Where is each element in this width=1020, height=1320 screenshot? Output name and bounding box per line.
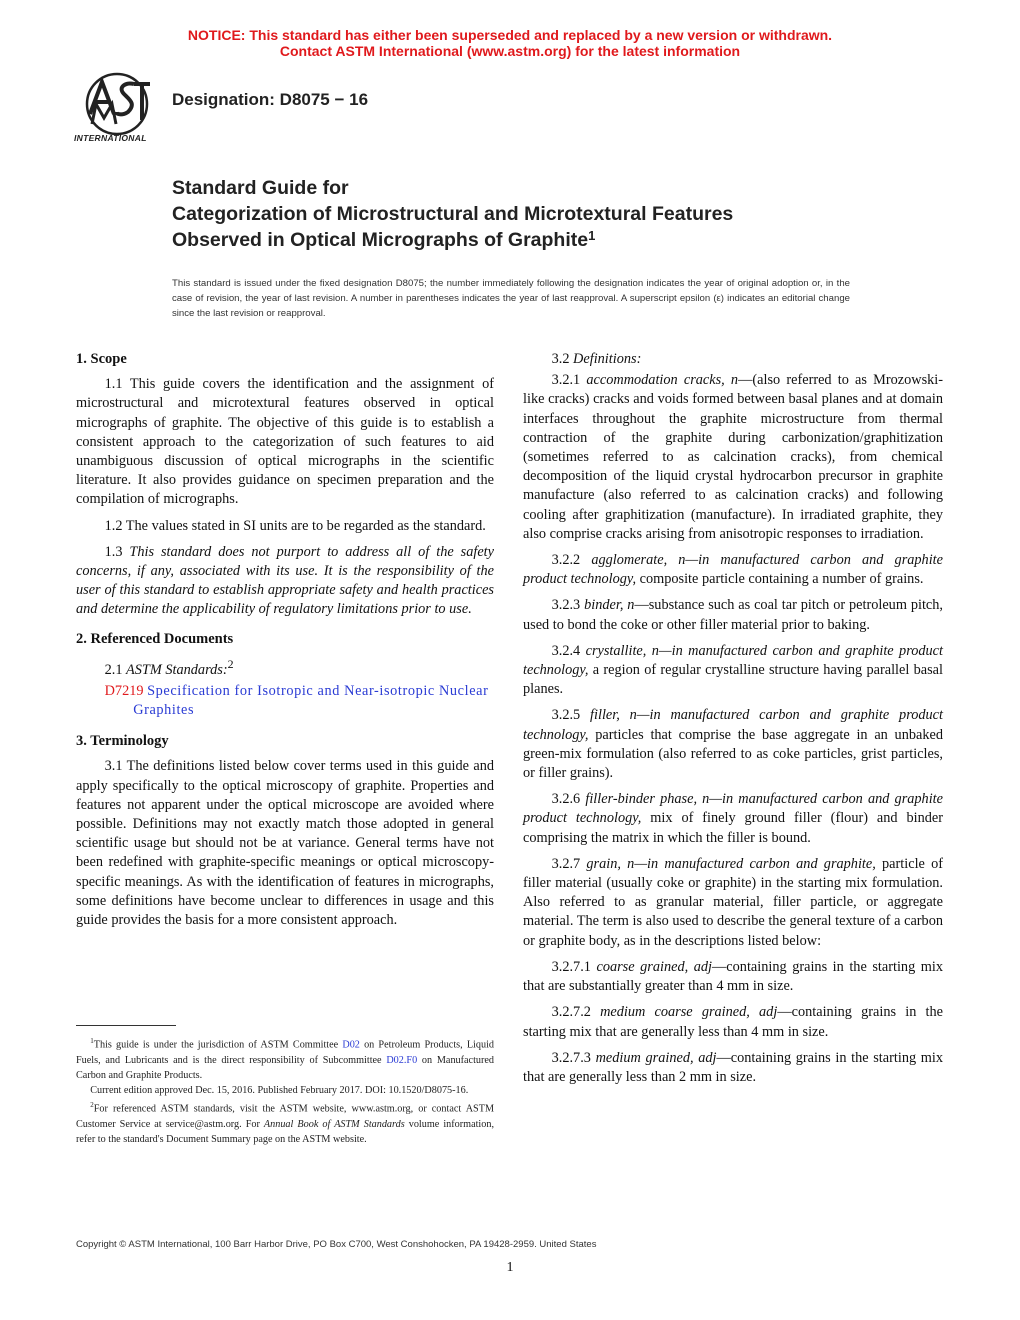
supersede-notice <box>0 27 1020 59</box>
reference-description-link[interactable]: Specification for Isotropic and Near-isotropic Nuclear Graphites <box>133 682 489 719</box>
notice-line-1: NOTICE: This standard has either been superseded and replaced by a new version or withdrawn. <box>187 27 833 43</box>
def-number: 3.2.3 <box>551 597 581 614</box>
issuance-statement: This standard is issued under the fixed designation D8075; the number immediately following the designation indicates the year of original adoption or, in the case of revision, the year of last revision. A number in parentheses indicates the year of last reapproval. A superscript epsilon (ε) indicates an editorial change since the last revision or reapproval. <box>172 278 850 319</box>
def-text: mix of finely ground filler (flour) and binder comprising the matrix in which the filler is bound. <box>523 810 943 846</box>
def-term: coarse grained, adj <box>596 958 712 975</box>
def-term: agglomerate, n—in manufactured carbon and graphite product technology, <box>523 552 943 588</box>
def-text: a region of regular crystalline structure having parallel basal planes. <box>523 662 943 698</box>
def-term: medium coarse grained, adj <box>600 1004 778 1021</box>
def-term: filler, n—in manufactured carbon and graphite product technology, <box>523 707 943 743</box>
page-number: 1 <box>506 1260 514 1275</box>
title-line-3 <box>172 227 932 253</box>
footnote-1-text-a: This guide is under the jurisdiction of ASTM Committee <box>93 1039 343 1051</box>
left-column <box>76 350 494 937</box>
footnote-rule <box>76 1025 176 1026</box>
definition-3-2-2 <box>523 551 943 589</box>
def-term: accommodation cracks, n <box>586 372 739 389</box>
def-text: —containing grains in the starting mix that are generally less than 4 mm in size. <box>523 1004 943 1040</box>
footnote-1-text-b: on Petroleum Products, Liquid Fuels, and Lubricants and is the direct responsibility of Subcommittee <box>76 1039 494 1066</box>
footnote-1-text-c: on Manufactured Carbon and Graphite Products. <box>76 1054 495 1081</box>
footnote-2-text-a: For referenced ASTM standards, visit the ASTM website, www.astm.org, or contact ASTM Customer Service at service@astm.org. For <box>76 1103 494 1130</box>
footnote-1 <box>76 1034 494 1083</box>
section-1-3-text: This standard does not purport to address all of the safety concerns, if any, associated with its use. It is the responsibility of the user of this standard to establish appropriate safety and health practices and determine the applicability of regulatory limitations prior to use. <box>76 543 494 618</box>
footnote-2-italic: Annual Book of ASTM Standards <box>263 1118 405 1130</box>
section-1-3 <box>76 543 494 620</box>
def-number: 3.2.7.1 <box>551 958 591 975</box>
def-text: particles that comprise the base aggregate in an unbaked green-mix formulation (also referred to as coke particles, grist particles, or filler grains). <box>523 726 943 782</box>
section-3-2-label: Definitions: <box>573 351 642 367</box>
document-title <box>172 175 932 253</box>
def-number: 3.2.7.3 <box>551 1049 591 1066</box>
def-term: binder, n <box>584 597 635 614</box>
definition-3-2-1 <box>523 371 943 544</box>
title-line-3-text: Observed in Optical Micrographs of Graphite <box>172 229 589 251</box>
def-text: —containing grains in the starting mix that are generally less than 2 mm in size. <box>523 1049 944 1085</box>
def-number: 3.2.7 <box>551 855 581 872</box>
definition-3-2-4 <box>523 642 943 700</box>
title-line-1: Standard Guide for <box>172 177 349 199</box>
def-number: 3.2.6 <box>551 791 581 808</box>
definition-3-2-7-1 <box>523 958 943 996</box>
right-column <box>523 350 943 1094</box>
section-2-1 <box>76 655 494 680</box>
section-2-1-label: ASTM Standards: <box>126 661 228 678</box>
footnote-edition: Current edition approved Dec. 15, 2016. Published February 2017. DOI: 10.1520/D8075-16. <box>90 1085 469 1096</box>
definition-3-2-6 <box>523 790 943 848</box>
definition-3-2-5 <box>523 706 943 783</box>
def-term: medium grained, adj <box>595 1049 717 1066</box>
terminology-heading: 3. Terminology <box>76 733 169 750</box>
notice-line-2: Contact ASTM International (www.astm.org) for the latest information <box>279 43 741 59</box>
footnote-2-mark: 2 <box>90 1101 94 1110</box>
committee-d02-link[interactable]: D02 <box>342 1039 360 1051</box>
reference-code-link[interactable]: D7219 <box>104 682 144 699</box>
def-number: 3.2.7.2 <box>551 1004 591 1021</box>
definition-3-2-7-3 <box>523 1049 943 1087</box>
title-line-2: Categorization of Microstructural and Microtextural Features <box>172 203 734 225</box>
section-1-1: 1.1 This guide covers the identification and the assignment of microstructural and microtextural features observed in optical micrographs of graphite. The objective of this guide is to establish a consistent approach to the categorization of such features to aid unambiguous discussion of optical micrographs in the scientific literature. It also provides guidance on specimen preparation and the compilation of micrographs. <box>76 376 494 508</box>
def-term: grain, n—in manufactured carbon and graphite, <box>586 855 876 872</box>
section-2-1-number: 2.1 <box>104 661 123 678</box>
definition-3-2-7-2 <box>523 1003 943 1041</box>
def-text: —substance such as coal tar pitch or petroleum pitch, used to bond the coke or other filler material prior to baking. <box>523 597 943 633</box>
def-text: particle of filler material (usually coke or graphite) in the starting mix formulation. Also referred to as granular material, filler particle, or aggregate material. The term is also used to describe the general texture of a carbon or graphite body, as in the descriptions listed below: <box>523 855 944 949</box>
def-number: 3.2.2 <box>551 552 581 569</box>
def-number: 3.2.4 <box>551 642 581 659</box>
definition-3-2-7 <box>523 855 943 951</box>
section-2-1-footnote-mark: 2 <box>227 656 234 671</box>
copyright-line: Copyright © ASTM International, 100 Barr Harbor Drive, PO Box C700, West Conshohocken, PA 19428-2959. United States <box>76 1239 597 1250</box>
footnote-2-text-b: volume information, refer to the standard's Document Summary page on the ASTM website. <box>76 1118 494 1145</box>
def-text: composite particle containing a number of grains. <box>636 571 924 588</box>
subcommittee-d02f0-link[interactable]: D02.F0 <box>386 1054 418 1066</box>
def-term: filler-binder phase, n—in manufactured carbon and graphite product technology, <box>523 791 943 827</box>
section-3-1: 3.1 The definitions listed below cover terms used in this guide and apply specifically to the optical microscopy of graphite. Properties and features not apparent under the optical microscope are avoided where possible. Definitions may not exactly match those adopted in general scientific usage but should not be at variance. General terms have not been redefined with graphite-specific meanings or optical microscopy-specific meanings. As with the identification of features in micrographs, some definitions have become unclear to differences in usage and this guide provides the basis for a more consistent approach. <box>76 758 494 929</box>
scope-heading: 1. Scope <box>76 351 127 367</box>
title-footnote-mark: 1 <box>588 228 596 243</box>
section-3-2-number: 3.2 <box>551 351 570 367</box>
footnote-2 <box>76 1098 494 1147</box>
designation: Designation: D8075 − 16 <box>172 90 369 109</box>
logo-caption: INTERNATIONAL <box>74 133 147 143</box>
def-term: crystallite, n—in manufactured carbon and graphite product technology, <box>523 642 944 679</box>
referenced-documents-heading: 2. Referenced Documents <box>76 630 234 647</box>
def-text: —(also referred to as Mrozowski-like cracks) cracks and voids formed between basal planes and at domain interfaces throughout the graphite microstructure from thermal contraction of the graphite during carbonization/graphitization (sometimes referred to as calcination cracks), from chemical decomposition of the liquid crystal hydrocarbon precursor in graphite manufacture (also referred to as calcination cracks) and following cooling after graphitization (manufacture). In irradiated graphite, they also comprise cracks arising from anisotropic responses to irradiation. <box>523 372 944 542</box>
section-1-3-number: 1.3 <box>104 543 123 560</box>
def-number: 3.2.1 <box>551 372 581 389</box>
reference-d7219[interactable] <box>105 682 494 720</box>
def-text: —containing grains in the starting mix that are substantially greater than 4 mm in size. <box>523 958 944 995</box>
footnote-1-mark: 1 <box>90 1037 94 1045</box>
footnotes <box>76 1034 494 1147</box>
section-3-2 <box>523 350 943 369</box>
definition-3-2-3 <box>523 596 943 634</box>
def-number: 3.2.5 <box>551 707 581 724</box>
section-1-2: 1.2 The values stated in SI units are to be regarded as the standard. <box>104 517 486 534</box>
